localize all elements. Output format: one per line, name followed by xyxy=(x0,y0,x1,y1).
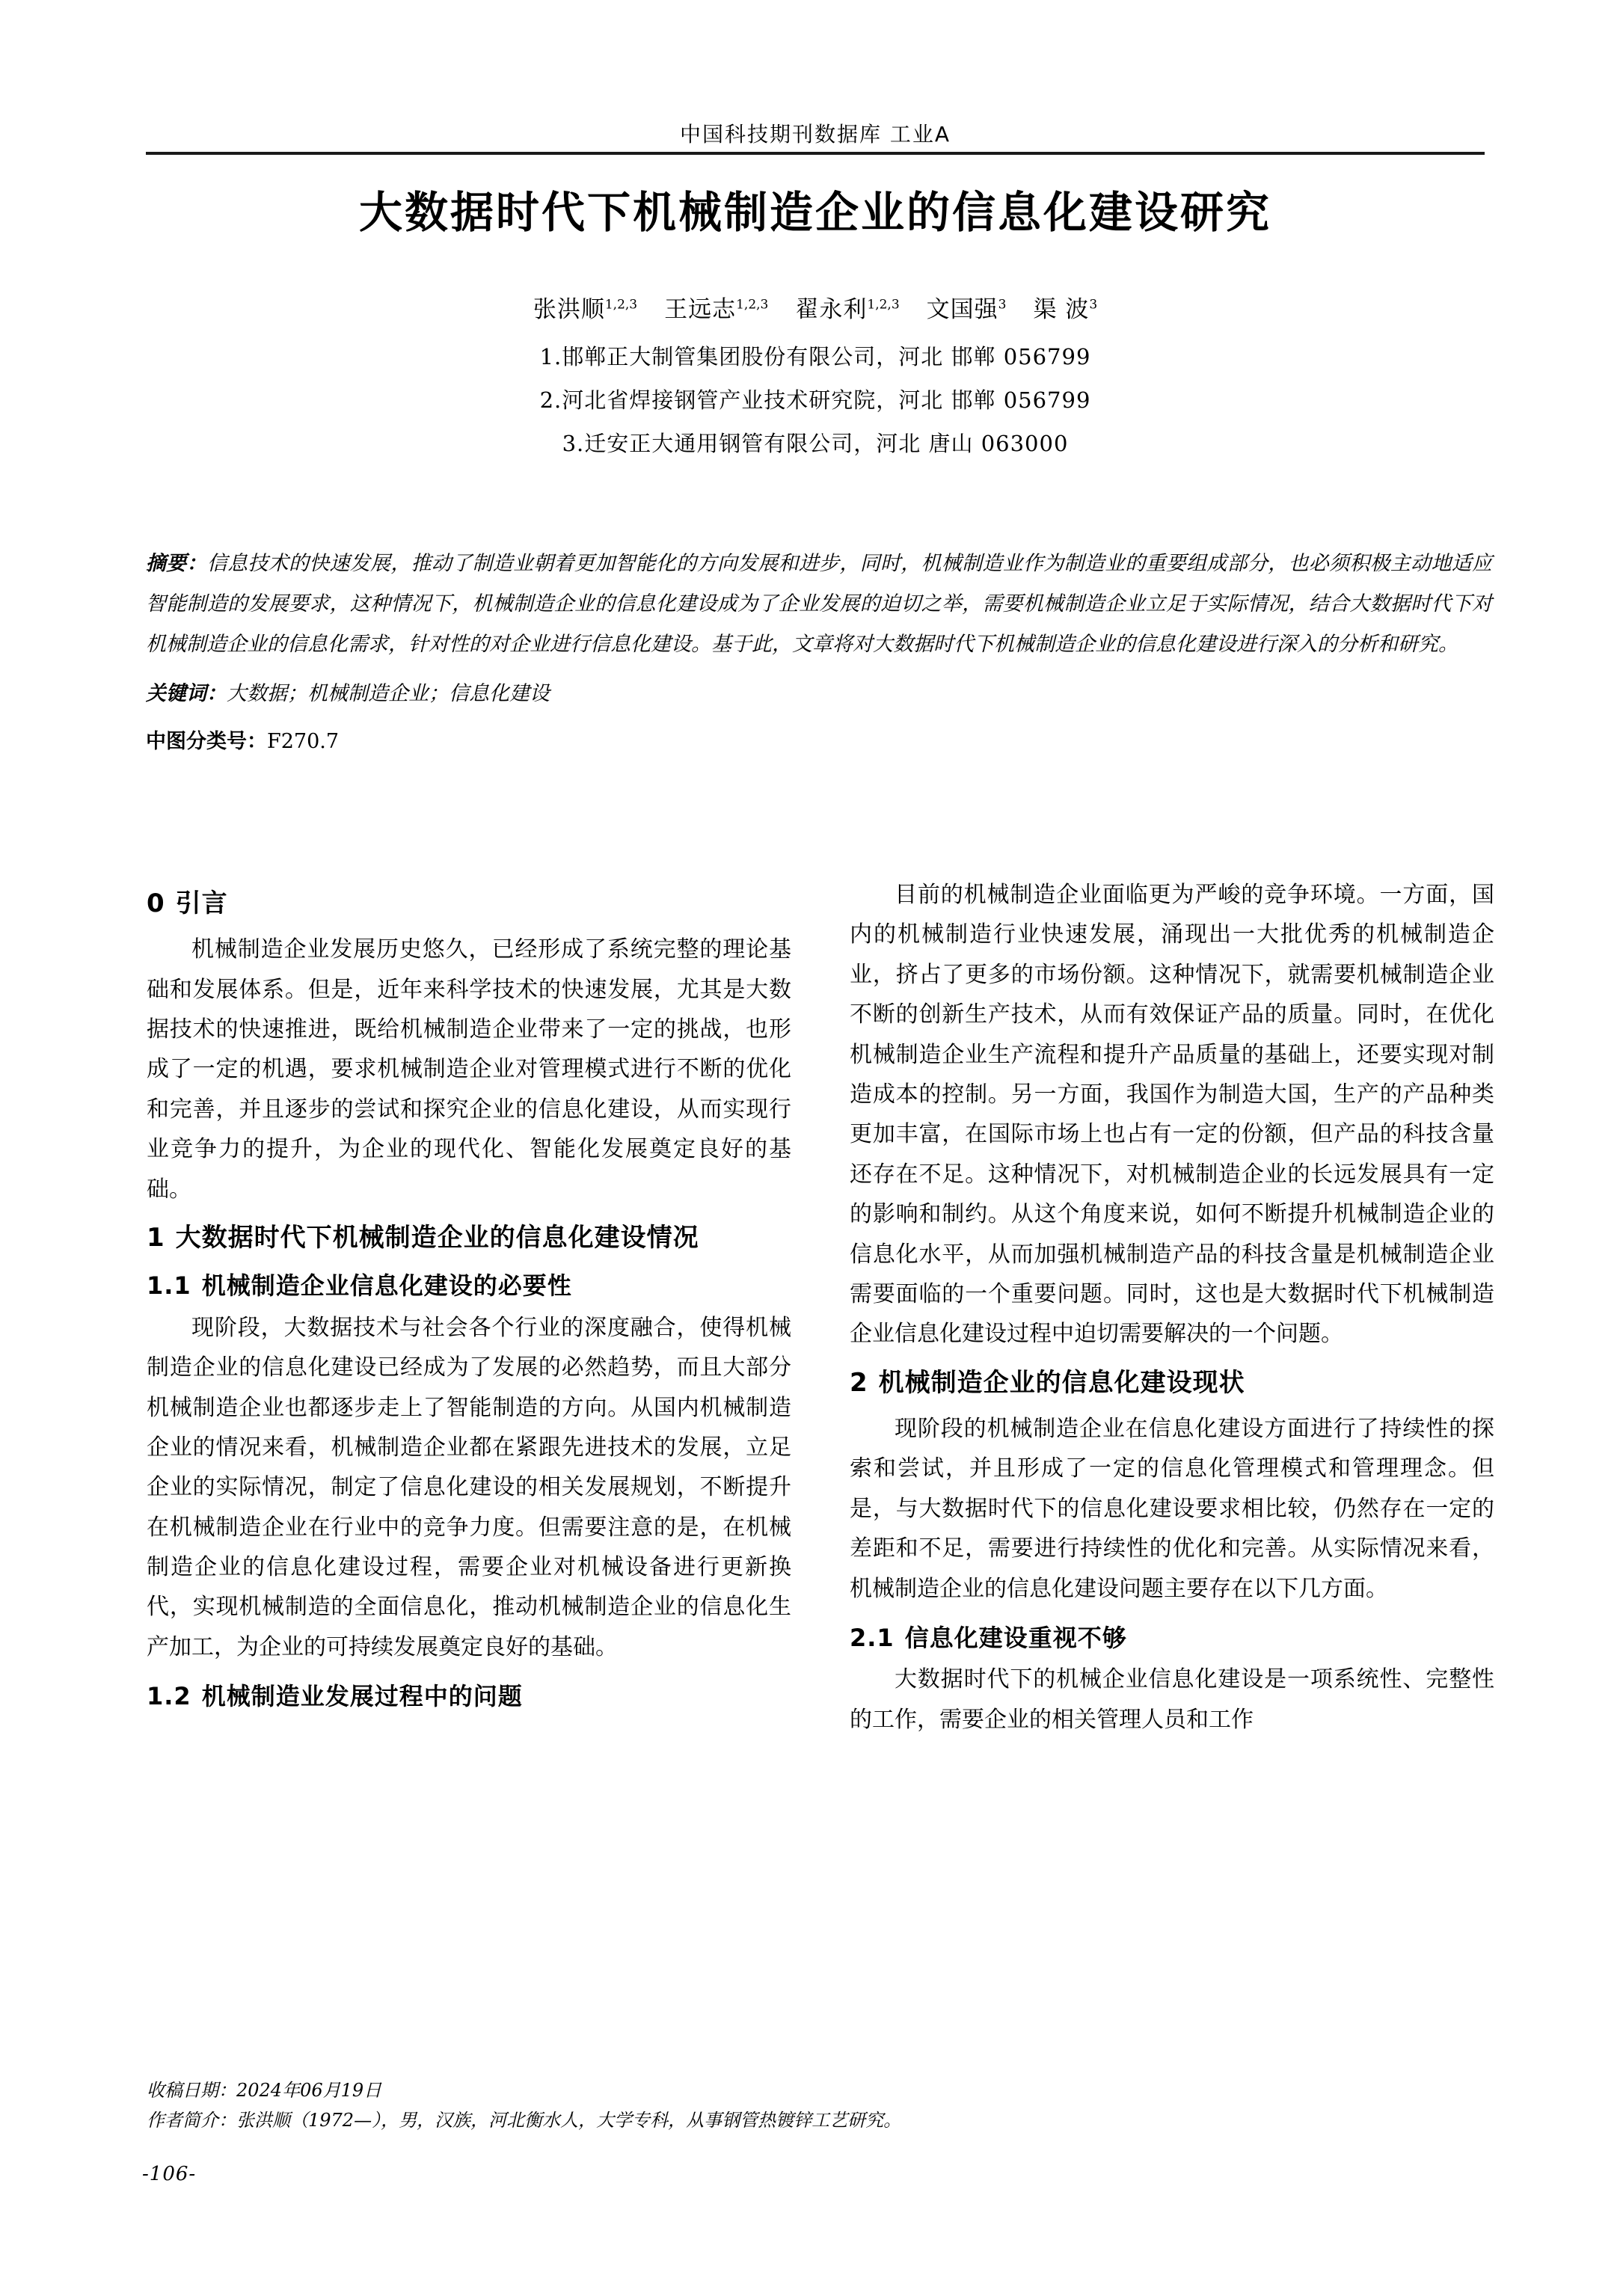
author-bio-line xyxy=(147,2106,1268,2136)
author-affiliation-marker: 1,2,3 xyxy=(736,297,769,313)
received-date-label: 收稿日期： xyxy=(147,2080,236,2101)
section-heading-2-1 xyxy=(850,1621,1494,1655)
section-number: 1.1 xyxy=(147,1271,191,1301)
section-heading-1 xyxy=(147,1220,791,1256)
author-5 xyxy=(1033,296,1097,323)
abstract-block xyxy=(146,544,1492,762)
author-name: 王远志 xyxy=(664,296,737,323)
section-title: 大数据时代下机械制造企业的信息化建设情况 xyxy=(175,1223,699,1253)
section-heading-1-1 xyxy=(147,1268,791,1303)
body-paragraph: 目前的机械制造企业面临更为严峻的竞争环境。一方面，国内的机械制造行业快速发展，涌现出一大批优秀的机械制造企业，挤占了更多的市场份额。这种情况下，就需要机械制造企业不断的创新生产技术，从而有效保证产品的质量。同时，在优化机械制造企业生产流程和提升产品质量的基础上，还要实现对制造成本的控制。另一方面，我国作为制造大国，生产的产品种类更加丰富，在国际市场上也占有一定的份额，但产品的科技含量还存在不足。这种情况下，对机械制造企业的长远发展具有一定的影响和制约。从这个角度来说，如何不断提升机械制造企业的信息化水平，从而加强机械制造产品的科技含量是机械制造企业需要面临的一个重要问题。同时，这也是大数据时代下机械制造企业信息化建设过程中迫切需要解决的一个问题。 xyxy=(850,882,1494,1348)
section-title: 机械制造企业的信息化建设现状 xyxy=(878,1367,1245,1398)
author-affiliation-marker: 3 xyxy=(1089,297,1098,313)
author-3 xyxy=(795,296,899,323)
affiliation-2: 2.河北省焊接钢管产业技术研究院，河北 邯郸 056799 xyxy=(539,387,1091,413)
body-paragraph: 现阶段的机械制造企业在信息化建设方面进行了持续性的探索和尝试，并且形成了一定的信息化管理模式和管理理念。但是，与大数据时代下的信息化建设要求相比较，仍然存在一定的差距和不足，需要进行持续性的优化和完善。从实际情况来看，机械制造企业的信息化建设问题主要存在以下几方面。 xyxy=(850,1415,1494,1602)
author-name: 翟永利 xyxy=(795,296,868,323)
author-bio-text: 张洪顺（1972—），男，汉族，河北衡水人，大学专科，从事钢管热镀锌工艺研究。 xyxy=(236,2109,902,2131)
affiliation-1: 1.邯郸正大制管集团股份有限公司，河北 邯郸 056799 xyxy=(539,344,1091,369)
section-heading-2 xyxy=(850,1365,1494,1402)
footnote-block xyxy=(147,2076,1268,2135)
body-column-right xyxy=(850,875,1494,1740)
author-1 xyxy=(533,296,637,323)
author-name: 渠 波 xyxy=(1033,296,1090,323)
author-affiliation-marker: 3 xyxy=(998,297,1007,313)
abstract-label: 摘要： xyxy=(146,552,207,575)
received-date-value: 2024年06月19日 xyxy=(236,2080,382,2101)
abstract-text: 信息技术的快速发展，推动了制造业朝着更加智能化的方向发展和进步，同时，机械制造业作为制造业的重要组成部分，也必须积极主动地适应智能制造的发展要求，这种情况下，机械制造企业的信息化建设成为了企业发展的迫切之举，需要机械制造企业立足于实际情况，结合大数据时代下对机械制造企业的信息化需求，针对性的对企业进行信息化建设。基于此，文章将对大数据时代下机械制造企业的信息化建设进行深入的分析和研究。 xyxy=(146,552,1493,656)
header-divider xyxy=(146,152,1485,155)
section-number: 1 xyxy=(147,1223,165,1253)
page-title: 大数据时代下机械制造企业的信息化建设研究 xyxy=(358,187,1271,238)
body-paragraph: 大数据时代下的机械企业信息化建设是一项系统性、完整性的工作，需要企业的相关管理人员和工作 xyxy=(850,1666,1494,1733)
page-number: -106- xyxy=(142,2163,197,2185)
author-2 xyxy=(664,296,768,323)
section-title: 信息化建设重视不够 xyxy=(904,1623,1127,1652)
keywords-line xyxy=(146,674,1492,714)
section-title: 机械制造业发展过程中的问题 xyxy=(201,1682,523,1711)
keywords-label: 关键词： xyxy=(146,682,227,705)
affiliation-list xyxy=(146,335,1485,465)
section-number: 2.1 xyxy=(850,1623,895,1652)
section-number: 2 xyxy=(850,1367,868,1398)
author-4 xyxy=(927,296,1007,323)
clc-label: 中图分类号： xyxy=(146,730,267,753)
section-number: 0 xyxy=(147,888,165,918)
author-bio-label: 作者简介： xyxy=(147,2109,236,2131)
section-heading-1-2 xyxy=(147,1679,791,1713)
section-heading-0 xyxy=(147,885,791,922)
section-title: 引言 xyxy=(175,888,228,918)
body-paragraph: 现阶段，大数据技术与社会各个行业的深度融合，使得机械制造企业的信息化建设已经成为了发展的必然趋势，而且大部分机械制造企业也都逐步走上了智能制造的方向。从国内机械制造企业的情况来看，机械制造企业都在紧跟先进技术的发展，立足企业的实际情况，制定了信息化建设的相关发展规划，不断提升在机械制造企业在行业中的竞争力度。但需要注意的是，在机械制造企业的信息化建设过程，需要企业对机械设备进行更新换代，实现机械制造的全面信息化，推动机械制造企业的信息化生产加工，为企业的可持续发展奠定良好的基础。 xyxy=(147,1314,791,1660)
author-list xyxy=(146,290,1485,324)
author-name: 文国强 xyxy=(926,296,998,323)
clc-value: F270.7 xyxy=(267,730,340,753)
running-head: 中国科技期刊数据库 工业A xyxy=(679,122,951,147)
section-title: 机械制造企业信息化建设的必要性 xyxy=(201,1271,572,1301)
author-affiliation-marker: 1,2,3 xyxy=(604,297,638,313)
clc-line xyxy=(146,722,1492,762)
body-column-left xyxy=(147,875,791,1719)
keywords-text: 大数据；机械制造企业；信息化建设 xyxy=(227,682,550,705)
affiliation-3: 3.迁安正大通用钢管有限公司，河北 唐山 063000 xyxy=(562,431,1069,456)
author-name: 张洪顺 xyxy=(533,296,605,323)
abstract-paragraph xyxy=(146,544,1492,665)
received-date-line xyxy=(147,2076,1268,2106)
section-number: 1.2 xyxy=(147,1682,191,1711)
body-paragraph: 机械制造企业发展历史悠久，已经形成了系统完整的理论基础和发展体系。但是，近年来科学技术的快速发展，尤其是大数据技术的快速推进，既给机械制造企业带来了一定的挑战，也形成了一定的机遇，要求机械制造企业对管理模式进行不断的优化和完善，并且逐步的尝试和探究企业的信息化建设，从而实现行业竞争力的提升，为企业的现代化、智能化发展奠定良好的基础。 xyxy=(147,936,791,1203)
author-affiliation-marker: 1,2,3 xyxy=(867,297,900,313)
